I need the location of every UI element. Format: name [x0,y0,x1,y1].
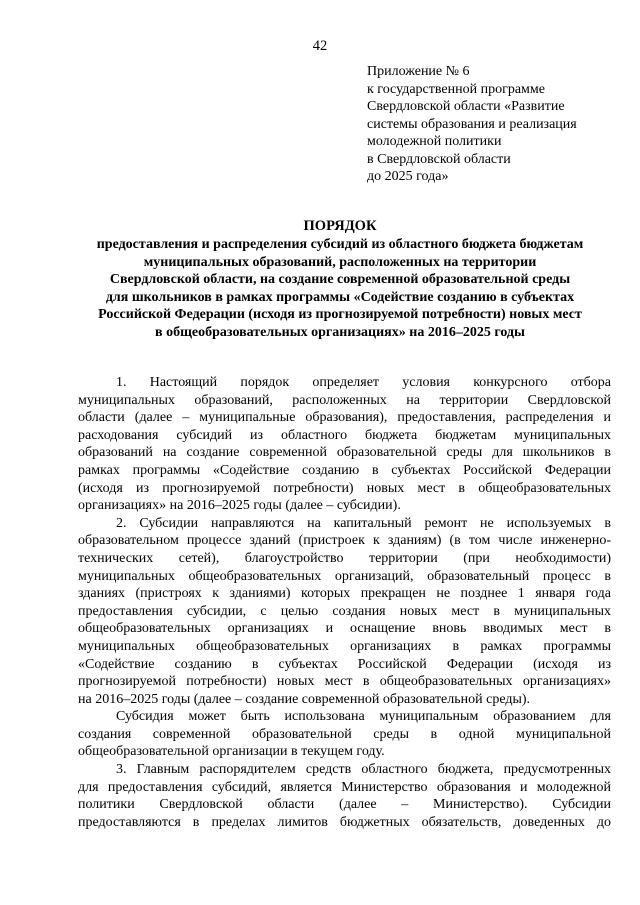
paragraph-line: общеобразовательных организациях и оснащение вновь вводимых мест в [78,621,611,637]
body-paragraph [78,761,611,831]
subtitle-line: предоставления и распределения субсидий из областного бюджета бюджетам [96,237,584,252]
subtitle-line: в общеобразовательных организациях» на 2016–2025 годы [155,324,525,340]
document-subtitle [60,236,620,342]
subtitle-line: для школьников в рамках программы «Содействие созданию в субъектах [105,289,575,305]
appendix-line: к государственной программе [367,81,545,97]
document-body [78,374,611,831]
paragraph-line: Субсидия может быть использована муниципальным образованием для [116,709,611,725]
paragraph-line: образовательном процессе зданий (пристроек к зданиям) (в том числе инженерно- [78,533,611,549]
appendix-line: молодежной политики [367,134,502,149]
document-title-block [60,218,620,342]
paragraph-line: (исходя из прогнозируемой потребности) новых мест в общеобразовательных [78,480,611,496]
paragraph-line: 1. Настоящий порядок определяет условия конкурсного отбора [116,375,611,390]
paragraph-line: 2. Субсидии направляются на капитальный ремонт не используемых в [116,515,611,531]
appendix-line: системы образования и реализация [367,116,577,132]
body-paragraph [78,374,611,515]
paragraph-line: прогнозируемой потребности) новых мест в общеобразовательных организациях» [78,674,611,690]
paragraph-line: организациях» на 2016–2025 годы (далее – субсидии). [78,498,401,514]
paragraph-line: общеобразовательной организации в текущем году. [78,744,385,760]
subtitle-line: Свердловской области, на создание современной образовательной среды [109,272,571,288]
paragraph-line: муниципальных общеобразовательных организациях в рамках программы [78,638,611,654]
paragraph-line: предоставления субсидии, с целью создания новых мест в муниципальных [78,603,611,619]
page-number: 42 [312,38,328,54]
body-paragraph [78,708,611,761]
paragraph-line: создания современной образовательной среды в одной муниципальной [78,726,611,742]
paragraph-line: области (далее – муниципальные образования), предоставления, распределения и [78,410,611,426]
paragraph-line: муниципальных образований, расположенных на территории Свердловской [78,392,611,408]
paragraph-line: муниципальных общеобразовательных организаций, образовательный процесс в [78,568,611,584]
paragraph-line: на 2016–2025 годы (далее – создание современной образовательной среды). [78,691,531,707]
appendix-line: в Свердловской области [367,151,511,167]
appendix-line: до 2025 года» [367,169,449,184]
appendix-line: Свердловской области «Развитие [367,99,565,114]
subtitle-line: муниципальных образований, расположенных на территории [143,254,537,270]
paragraph-line: политики Свердловской области (далее – Министерство). Субсидии [78,797,611,813]
paragraph-line: для предоставления субсидий, является Министерство образования и молодежной [78,779,611,795]
body-paragraph [78,515,611,709]
paragraph-line: зданиях (пристроях к зданиями) которых прекращен не позднее 1 января года [78,586,611,602]
paragraph-line: предоставляются в пределах лимитов бюджетных обязательств, доведенных до [78,814,611,830]
paragraph-line: расходования субсидий из областного бюджета бюджетам муниципальных [78,427,611,443]
paragraph-line: образований на создание современной образовательной среды для школьников в [78,445,611,461]
subtitle-line: Российской Федерации (исходя из прогнозируемой потребности) новых мест [98,307,582,323]
paragraph-line: технических сетей), благоустройство территории (при необходимости) [78,550,611,566]
appendix-line: Приложение № 6 [367,64,470,79]
paragraph-line: рамках программы «Содействие созданию в субъектах Российской Федерации [78,462,611,478]
document-title: ПОРЯДОК [303,218,377,234]
appendix-header [367,63,617,186]
paragraph-line: 3. Главным распорядителем средств областного бюджета, предусмотренных [116,762,611,778]
paragraph-line: «Содействие созданию в субъектах Российской Федерации (исходя из [78,656,611,672]
